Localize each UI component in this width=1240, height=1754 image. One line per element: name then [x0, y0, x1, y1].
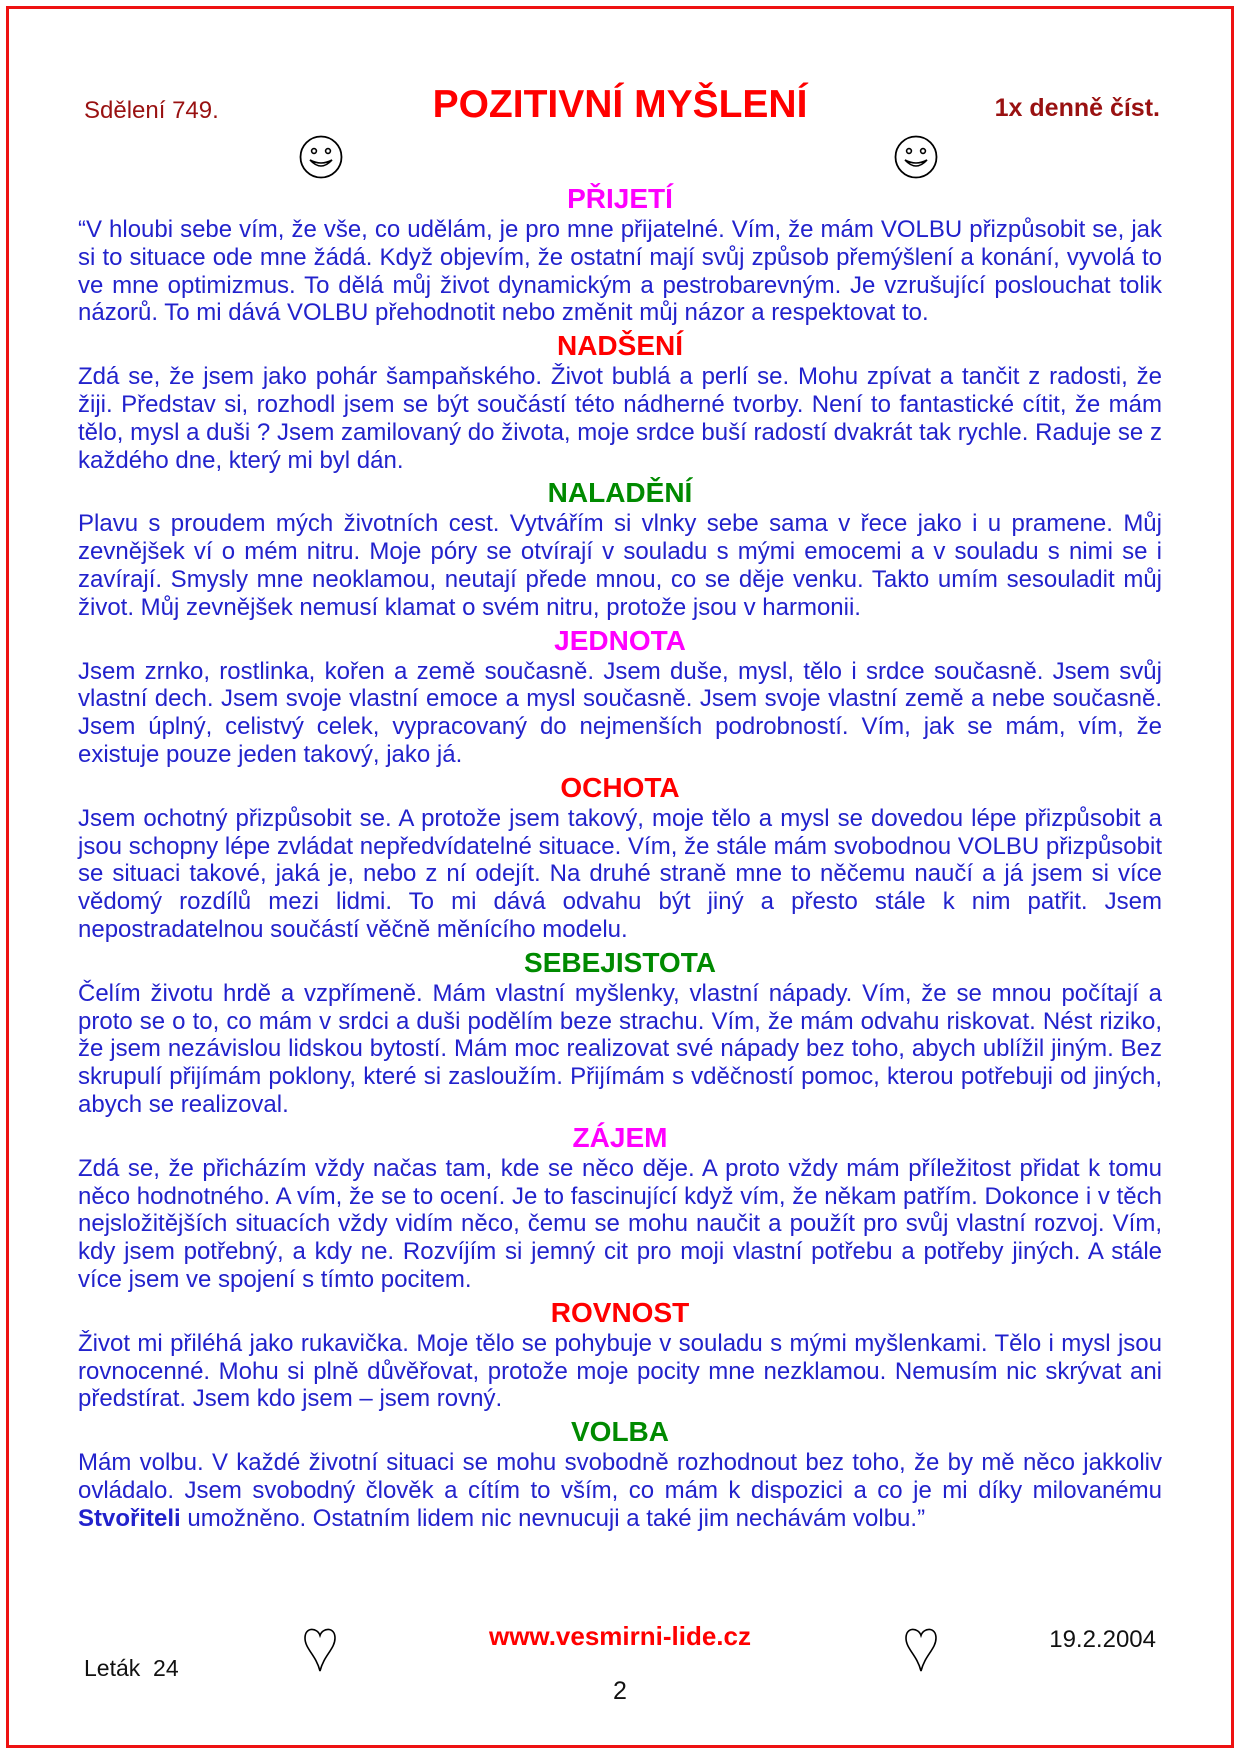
section-title-jednota: JEDNOTA [554, 624, 686, 656]
section-text-naladeni: Plavu s proudem mých životních cest. Vytvářím si vlnky sebe sama v řece jako i u pramene. Můj zevnějšek ví o mém nitru. Moje póry se otvírají v souladu s mými emocemi a v souladu s nimi se i zavírají. Smysly mne neoklamou, neutají přede mnou, co se děje venku. Takto umím sesouladit můj život. Můj zevnějšek nemusí klamat o svém nitru, protože jsou v harmonii. [78, 510, 1162, 621]
section-title-rovnost: ROVNOST [550, 1296, 690, 1328]
read-daily-note: 1x denně číst. [994, 94, 1160, 122]
section-text-rovnost: Život mi přiléhá jako rukavička. Moje tělo se pohybuje v souladu s mými myšlenkami. Tělo i mysl jsou rovnocenné. Mohu si plně důvěřovat, protože moje pocity mne nezklamou. Nemusím nic skrývat ani předstírat. Jsem kdo jsem – jsem rovný. [78, 1329, 1162, 1413]
smiley-row [0, 134, 1240, 180]
volba-text-before: Mám volbu. V každé životní situaci se mohu svobodně rozhodnout bez toho, že by mě něco jakkoliv ovládalo. Jsem svobodný člověk a cítím to vším, co mám k dispozici a co je mi díky milovanému [78, 1449, 1162, 1504]
page-number: 2 [613, 1677, 627, 1705]
section-title-volba: VOLBA [571, 1416, 669, 1448]
sections [78, 184, 1162, 1532]
section-text-sebejistota: Čelím životu hrdě a vzpřímeně. Mám vlastní myšlenky, vlastní nápady. Vím, že se mnou počítají a proto se o to, co mám v srdci a duši podělím beze strachu. Vím, že mám odvahu riskovat. Nést riziko, že jsem nezávislou lidskou bytostí. Mám moc realizovat své nápady bez toho, abych ublížil jiným. Bez skrupulí přijímám poklony, které si zasloužím. Přijímám s vděčností pomoc, kterou potřebuji od jiných, abych se realizoval. [78, 979, 1162, 1118]
section-title-sebejistota: SEBEJISTOTA [524, 946, 716, 978]
heart-outline-icon [302, 1625, 338, 1675]
heart-outline-icon [903, 1625, 939, 1675]
section-title-zajem: ZÁJEM [572, 1121, 668, 1153]
section-title-ochota: OCHOTA [560, 771, 680, 803]
section-title-naladeni: NALADĚNÍ [547, 477, 693, 509]
section-text-zajem: Zdá se, že přicházím vždy načas tam, kde se něco děje. A proto vždy mám příležitost přidat k tomu něco hodnotného. A vím, že se to ocení. Je to fascinující když vím, že někam patřím. Dokonce i v těch nejsložitějších situacích vždy vidím něco, čemu se mohu naučit a použít pro svůj vlastní rozvoj. Vím, kdy jsem potřebný, a kdy ne. Rozvíjím si jemný cit pro moji vlastní potřebu a potřeby jiných. A stále více jsem ve spojení s tímto pocitem. [78, 1154, 1162, 1293]
volba-bold-word: Stvořiteli [78, 1504, 181, 1532]
message-number: Sdělení 749. [84, 97, 219, 124]
section-title-prijeti: PŘIJETÍ [567, 183, 673, 214]
section-text-volba [78, 1449, 1162, 1532]
section-text-nadseni: Zdá se, že jsem jako pohár šampaňského. Život bublá a perlí se. Mohu zpívat a tančit z radosti, že žiji. Představ si, rozhodl jsem se být součástí této nádherné tvorby. Není to fantastické cítit, že mám tělo, mysl a duši ? Jsem zamilovaný do života, moje srdce buší radostí dvakrát tak rychle. Raduje se z každého dne, který mi byl dán. [78, 363, 1162, 474]
section-text-prijeti: “V hloubi sebe vím, že vše, co udělám, je pro mne přijatelné. Vím, že mám VOLBU přizpůsobit se, jak si to situace ode mne žádá. Když objevím, že ostatní mají svůj způsob přemýšlení a konání, vyvolá to ve mne optimizmus. To dělá můj život dynamickým a pestrobarevným. Je vzrušující poslouchat tolik názorů. To mi dává VOLBU přehodnotit nebo změnit můj názor a respektovat to. [78, 216, 1162, 327]
page-header [78, 0, 1162, 128]
section-text-jednota: Jsem zrnko, rostlinka, kořen a země současně. Jsem duše, mysl, tělo i srdce současně. Jsem svůj vlastní dech. Jsem svoje vlastní emoce a mysl současně. Jsem svoje vlastní země a nebe současně. Jsem úplný, celistvý celek, vypracovaný do nejmenších podrobností. Vím, jak se mám, vím, že existuje pouze jeden takový, jako já. [78, 657, 1162, 768]
website-link[interactable]: www.vesmirni-lide.cz [488, 1621, 751, 1651]
date-label: 19.2.2004 [1049, 1626, 1156, 1653]
page-title: POZITIVNÍ MYŠLENÍ [432, 83, 808, 126]
section-text-ochota: Jsem ochotný přizpůsobit se. A protože jsem takový, moje tělo a mysl se dovedou lépe přizpůsobit a jsou schopny lépe zvládat nepředvídatelné situace. Vím, že stále mám svobodnou VOLBU přizpůsobit se situaci takové, jaká je, nebo z ní odejít. Na druhé straně mne to něčemu naučí a já jsem si více vědomý rozdílů mezi lidmi. To mi dává odvahu být jiný a přesto stále k nim patřit. Jsem nepostradatelnou součástí věčně měnícího modelu. [78, 804, 1162, 943]
smiley-face-icon [298, 134, 344, 180]
volba-text-after: umožněno. Ostatním lidem nic nevnucuji a také jim nechávám volbu.” [180, 1504, 926, 1532]
section-title-nadseni: NADŠENÍ [556, 330, 683, 362]
leaflet-number: Leták 24 [84, 1655, 179, 1681]
smiley-face-icon [893, 134, 939, 180]
